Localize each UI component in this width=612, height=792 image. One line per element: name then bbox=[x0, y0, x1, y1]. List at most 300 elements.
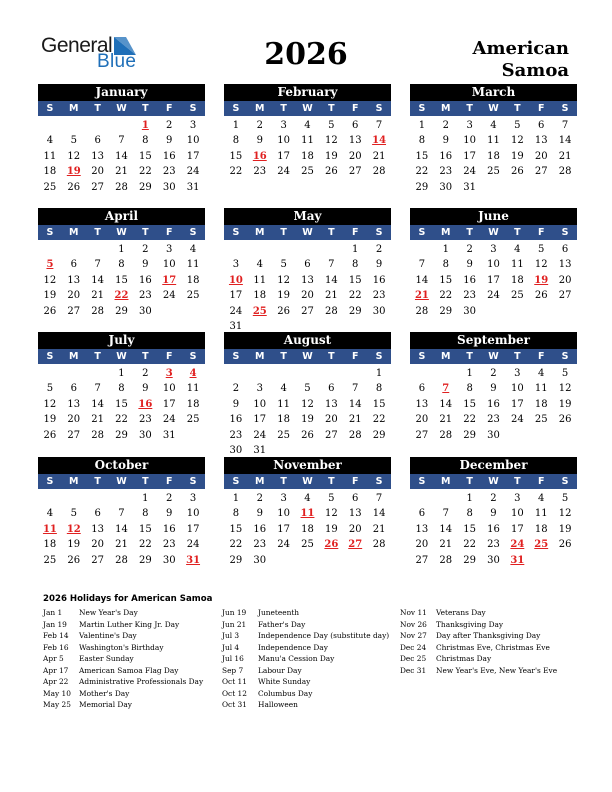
holiday-name: Christmas Eve, Christmas Eve bbox=[436, 642, 550, 652]
day-cell: 30 bbox=[229, 444, 243, 456]
day-cell: 27 bbox=[348, 166, 362, 178]
day-cell: 9 bbox=[490, 383, 497, 395]
empty-day-cell bbox=[62, 242, 86, 257]
day-cell: 20 bbox=[348, 150, 362, 162]
weekday-label: S bbox=[189, 476, 197, 487]
day-cell: 15 bbox=[463, 398, 476, 410]
weekday-label: S bbox=[46, 476, 54, 487]
empty-day-cell bbox=[38, 118, 62, 133]
day-cell: 4 bbox=[538, 493, 545, 504]
day-cell: 30 bbox=[162, 181, 176, 193]
day-cell: 3 bbox=[514, 368, 521, 379]
empty-day-cell bbox=[343, 366, 367, 381]
day-cell: 15 bbox=[138, 150, 152, 162]
holiday-day-cell: 11 bbox=[42, 523, 57, 535]
day-cell: 13 bbox=[301, 274, 314, 286]
day-cell: 26 bbox=[324, 166, 338, 178]
day-cell: 21 bbox=[558, 150, 572, 162]
day-cell: 30 bbox=[138, 429, 152, 441]
day-cell: 23 bbox=[487, 539, 500, 551]
day-cell: 27 bbox=[91, 554, 104, 566]
day-cell: 4 bbox=[280, 383, 287, 395]
day-cell: 8 bbox=[418, 135, 426, 147]
day-cell: 7 bbox=[442, 508, 449, 520]
day-cell: 1 bbox=[466, 493, 473, 504]
day-cell: 1 bbox=[466, 368, 473, 379]
empty-day-cell bbox=[434, 366, 458, 381]
holiday-day-cell: 27 bbox=[348, 539, 363, 551]
day-cell: 10 bbox=[186, 135, 200, 147]
day-cell: 26 bbox=[558, 539, 572, 551]
weekday-label: S bbox=[232, 351, 240, 362]
day-cell: 3 bbox=[166, 244, 173, 255]
day-cell: 25 bbox=[534, 414, 548, 426]
day-cell: 28 bbox=[91, 305, 104, 317]
day-cell: 13 bbox=[348, 508, 362, 520]
day-cell: 22 bbox=[463, 539, 476, 551]
day-cell: 20 bbox=[91, 539, 104, 551]
holiday-date: Jul 3 bbox=[222, 631, 240, 641]
weekday-label: S bbox=[46, 227, 54, 238]
weekday-label: S bbox=[375, 476, 383, 487]
holiday-row bbox=[43, 653, 203, 665]
day-cell: 18 bbox=[253, 290, 267, 302]
day-cell: 10 bbox=[253, 398, 267, 410]
day-cell: 17 bbox=[487, 274, 500, 286]
weekday-label: S bbox=[375, 103, 383, 114]
day-cell: 10 bbox=[487, 259, 500, 271]
day-cell: 8 bbox=[442, 259, 449, 271]
month-title: January bbox=[38, 84, 205, 101]
day-cell: 30 bbox=[162, 554, 176, 566]
day-grid bbox=[410, 366, 577, 443]
day-cell: 15 bbox=[415, 150, 429, 162]
weekday-label: M bbox=[255, 103, 265, 114]
day-cell: 16 bbox=[487, 398, 500, 410]
day-cell: 18 bbox=[534, 398, 548, 410]
day-cell: 3 bbox=[280, 120, 287, 131]
day-cell: 29 bbox=[229, 554, 243, 566]
day-cell: 31 bbox=[186, 181, 200, 193]
weekday-label: W bbox=[302, 103, 313, 114]
day-cell: 9 bbox=[232, 398, 240, 410]
empty-day-cell bbox=[319, 366, 343, 381]
day-cell: 11 bbox=[534, 383, 548, 395]
day-cell: 15 bbox=[115, 398, 128, 410]
holiday-day-cell: 1 bbox=[141, 120, 149, 131]
day-cell: 20 bbox=[415, 414, 429, 426]
holiday-day-cell: 5 bbox=[46, 259, 54, 271]
day-cell: 21 bbox=[91, 414, 104, 426]
country-name-line: American bbox=[472, 38, 569, 59]
weekday-label: W bbox=[488, 103, 499, 114]
weekday-label: W bbox=[302, 351, 313, 362]
weekday-label: S bbox=[375, 351, 383, 362]
day-cell: 25 bbox=[510, 290, 524, 302]
weekday-label: T bbox=[328, 227, 335, 238]
day-cell: 2 bbox=[466, 244, 473, 255]
weekday-label: M bbox=[255, 351, 265, 362]
weekday-label: S bbox=[46, 103, 54, 114]
day-grid bbox=[38, 366, 205, 443]
day-cell: 15 bbox=[439, 274, 453, 286]
weekday-label: M bbox=[255, 476, 265, 487]
holiday-row bbox=[43, 619, 203, 631]
holiday-day-cell: 11 bbox=[300, 508, 315, 520]
day-cell: 6 bbox=[70, 259, 77, 271]
day-cell: 9 bbox=[466, 259, 473, 271]
weekday-label: W bbox=[488, 227, 499, 238]
weekday-label: T bbox=[328, 103, 335, 114]
weekday-label: S bbox=[561, 351, 569, 362]
day-cell: 6 bbox=[352, 120, 359, 131]
day-cell: 17 bbox=[277, 523, 290, 535]
day-cell: 1 bbox=[142, 493, 149, 504]
day-cell: 16 bbox=[487, 523, 500, 535]
empty-day-cell bbox=[272, 366, 296, 381]
holiday-name: Father's Day bbox=[258, 619, 306, 629]
weekday-label: F bbox=[537, 476, 545, 487]
day-cell: 19 bbox=[277, 290, 290, 302]
day-cell: 22 bbox=[415, 166, 429, 178]
weekday-label: F bbox=[351, 103, 359, 114]
day-cell: 5 bbox=[46, 383, 54, 395]
weekday-label: F bbox=[165, 476, 173, 487]
holiday-row bbox=[222, 630, 389, 642]
holiday-name: Independence Day (substitute day) bbox=[258, 631, 390, 641]
day-cell: 8 bbox=[466, 383, 473, 395]
holiday-date: Apr 17 bbox=[43, 665, 69, 675]
weekday-label: T bbox=[466, 103, 473, 114]
day-cell: 15 bbox=[463, 523, 476, 535]
day-cell: 21 bbox=[348, 414, 362, 426]
day-cell: 30 bbox=[439, 181, 453, 193]
weekday-label: T bbox=[280, 227, 287, 238]
day-cell: 8 bbox=[118, 383, 125, 395]
weekday-header bbox=[224, 474, 391, 489]
day-cell: 25 bbox=[43, 554, 57, 566]
day-cell: 2 bbox=[142, 244, 149, 255]
weekday-label: T bbox=[514, 103, 521, 114]
day-cell: 2 bbox=[166, 493, 173, 504]
day-cell: 2 bbox=[142, 368, 149, 379]
day-cell: 28 bbox=[348, 429, 362, 441]
day-cell: 18 bbox=[510, 274, 524, 286]
weekday-label: W bbox=[488, 476, 499, 487]
day-cell: 9 bbox=[490, 508, 497, 520]
month-july bbox=[38, 332, 205, 443]
day-cell: 8 bbox=[232, 508, 240, 520]
weekday-header bbox=[38, 349, 205, 364]
day-cell: 20 bbox=[348, 523, 362, 535]
holiday-row bbox=[43, 699, 203, 711]
empty-day-cell bbox=[62, 118, 86, 133]
day-cell: 18 bbox=[186, 398, 200, 410]
weekday-label: S bbox=[189, 227, 197, 238]
day-cell: 3 bbox=[189, 493, 197, 504]
day-cell: 14 bbox=[115, 150, 128, 162]
day-cell: 13 bbox=[534, 135, 548, 147]
holiday-day-cell: 16 bbox=[138, 398, 153, 410]
day-cell: 25 bbox=[277, 429, 290, 441]
holiday-day-cell: 4 bbox=[189, 368, 197, 379]
holiday-date: Oct 12 bbox=[222, 688, 247, 698]
weekday-label: M bbox=[441, 227, 451, 238]
day-cell: 3 bbox=[189, 120, 197, 131]
day-cell: 23 bbox=[253, 166, 267, 178]
month-title: April bbox=[38, 208, 205, 225]
day-cell: 11 bbox=[253, 274, 267, 286]
holiday-date: Apr 22 bbox=[43, 677, 69, 687]
month-title: March bbox=[410, 84, 577, 101]
empty-day-cell bbox=[38, 491, 62, 506]
day-cell: 4 bbox=[46, 508, 54, 520]
day-cell: 26 bbox=[534, 290, 548, 302]
day-cell: 4 bbox=[46, 135, 54, 147]
holiday-row bbox=[222, 607, 389, 619]
day-cell: 17 bbox=[510, 523, 524, 535]
weekday-label: F bbox=[351, 351, 359, 362]
holiday-column bbox=[43, 607, 203, 711]
day-cell: 17 bbox=[186, 523, 200, 535]
day-cell: 7 bbox=[352, 383, 359, 395]
day-cell: 29 bbox=[138, 554, 152, 566]
weekday-label: M bbox=[441, 103, 451, 114]
month-title: October bbox=[38, 457, 205, 474]
day-cell: 2 bbox=[166, 120, 173, 131]
holiday-day-cell: 7 bbox=[442, 383, 450, 395]
weekday-label: M bbox=[69, 351, 79, 362]
empty-day-cell bbox=[86, 118, 110, 133]
holiday-day-cell: 12 bbox=[66, 523, 81, 535]
holiday-name: Administrative Professionals Day bbox=[79, 677, 204, 687]
day-cell: 13 bbox=[348, 135, 362, 147]
day-cell: 16 bbox=[138, 274, 152, 286]
holiday-date: Jun 21 bbox=[222, 619, 247, 629]
holiday-day-cell: 16 bbox=[252, 150, 267, 162]
day-cell: 21 bbox=[372, 523, 386, 535]
holiday-name: Easter Sunday bbox=[79, 654, 134, 664]
day-cell: 11 bbox=[487, 135, 500, 147]
weekday-label: S bbox=[232, 476, 240, 487]
holiday-name: Juneteenth bbox=[258, 608, 300, 617]
day-cell: 17 bbox=[253, 414, 267, 426]
day-grid bbox=[410, 491, 577, 568]
holiday-name: Washington's Birthday bbox=[79, 642, 164, 652]
day-cell: 11 bbox=[186, 259, 200, 271]
day-cell: 18 bbox=[277, 414, 290, 426]
weekday-label: T bbox=[142, 227, 149, 238]
weekday-label: M bbox=[69, 103, 79, 114]
day-cell: 10 bbox=[162, 259, 176, 271]
day-cell: 2 bbox=[232, 383, 240, 395]
day-cell: 6 bbox=[328, 383, 335, 395]
weekday-label: T bbox=[94, 351, 101, 362]
day-cell: 13 bbox=[67, 274, 81, 286]
day-cell: 25 bbox=[301, 166, 314, 178]
day-cell: 14 bbox=[558, 135, 572, 147]
day-cell: 24 bbox=[229, 305, 243, 317]
day-cell: 23 bbox=[138, 414, 152, 426]
day-cell: 29 bbox=[415, 181, 429, 193]
day-cell: 4 bbox=[256, 259, 263, 271]
weekday-header bbox=[410, 225, 577, 240]
day-cell: 20 bbox=[324, 414, 338, 426]
weekday-label: S bbox=[375, 227, 383, 238]
weekday-label: T bbox=[328, 476, 335, 487]
day-cell: 17 bbox=[229, 290, 243, 302]
day-cell: 9 bbox=[166, 135, 173, 147]
holiday-row bbox=[222, 676, 389, 688]
day-cell: 23 bbox=[372, 290, 386, 302]
day-cell: 10 bbox=[510, 508, 524, 520]
day-cell: 18 bbox=[186, 274, 200, 286]
holiday-date: Jan 1 bbox=[43, 608, 63, 617]
day-cell: 18 bbox=[301, 523, 314, 535]
day-cell: 14 bbox=[439, 523, 453, 535]
day-cell: 7 bbox=[561, 120, 569, 131]
empty-day-cell bbox=[434, 491, 458, 506]
holiday-day-cell: 21 bbox=[414, 290, 429, 302]
day-cell: 27 bbox=[324, 429, 338, 441]
day-cell: 22 bbox=[229, 166, 243, 178]
day-cell: 17 bbox=[510, 398, 524, 410]
day-cell: 14 bbox=[348, 398, 362, 410]
day-cell: 2 bbox=[256, 120, 263, 131]
day-cell: 27 bbox=[415, 429, 429, 441]
empty-day-cell bbox=[410, 491, 434, 506]
month-december bbox=[410, 457, 577, 568]
day-cell: 20 bbox=[415, 539, 429, 551]
day-cell: 23 bbox=[229, 429, 243, 441]
day-cell: 3 bbox=[466, 120, 473, 131]
weekday-label: F bbox=[165, 351, 173, 362]
day-cell: 31 bbox=[463, 181, 476, 193]
day-cell: 8 bbox=[375, 383, 383, 395]
day-cell: 21 bbox=[372, 150, 386, 162]
weekday-label: T bbox=[466, 227, 473, 238]
day-cell: 26 bbox=[67, 181, 81, 193]
day-cell: 23 bbox=[138, 290, 152, 302]
day-cell: 5 bbox=[538, 244, 545, 255]
day-cell: 19 bbox=[43, 414, 57, 426]
day-cell: 16 bbox=[162, 150, 176, 162]
day-cell: 2 bbox=[490, 493, 497, 504]
month-november bbox=[224, 457, 391, 568]
weekday-label: S bbox=[561, 476, 569, 487]
month-september bbox=[410, 332, 577, 443]
empty-day-cell bbox=[62, 366, 86, 381]
day-cell: 16 bbox=[372, 274, 386, 286]
weekday-label: W bbox=[116, 351, 127, 362]
weekday-label: S bbox=[418, 476, 426, 487]
day-cell: 29 bbox=[463, 429, 476, 441]
weekday-label: F bbox=[165, 103, 173, 114]
holiday-row bbox=[222, 688, 389, 700]
empty-day-cell bbox=[62, 491, 86, 506]
holiday-row bbox=[43, 642, 203, 654]
day-cell: 25 bbox=[186, 290, 200, 302]
weekday-label: T bbox=[94, 103, 101, 114]
day-cell: 29 bbox=[463, 554, 476, 566]
day-cell: 15 bbox=[229, 523, 243, 535]
holiday-row bbox=[400, 630, 557, 642]
day-grid bbox=[410, 118, 577, 195]
day-grid bbox=[38, 491, 205, 568]
day-cell: 27 bbox=[301, 305, 314, 317]
day-cell: 20 bbox=[67, 414, 81, 426]
day-cell: 20 bbox=[301, 290, 314, 302]
holiday-name: Mother's Day bbox=[79, 688, 130, 698]
day-cell: 26 bbox=[67, 554, 81, 566]
day-cell: 12 bbox=[301, 398, 314, 410]
day-cell: 3 bbox=[256, 383, 263, 395]
weekday-label: F bbox=[165, 227, 173, 238]
holiday-row bbox=[43, 665, 203, 677]
day-cell: 1 bbox=[118, 244, 125, 255]
weekday-label: T bbox=[142, 476, 149, 487]
month-october bbox=[38, 457, 205, 568]
day-cell: 28 bbox=[558, 166, 572, 178]
holiday-name: New Year's Day bbox=[79, 608, 138, 617]
empty-day-cell bbox=[38, 242, 62, 257]
holiday-name: Columbus Day bbox=[258, 688, 313, 698]
day-cell: 10 bbox=[162, 383, 176, 395]
day-cell: 16 bbox=[162, 523, 176, 535]
holiday-row bbox=[400, 665, 557, 677]
holiday-name: Labour Day bbox=[258, 665, 302, 675]
weekday-label: F bbox=[537, 103, 545, 114]
day-cell: 25 bbox=[43, 181, 57, 193]
holiday-day-cell: 10 bbox=[228, 274, 243, 286]
holiday-name: Day after Thanksgiving Day bbox=[436, 631, 541, 641]
day-cell: 30 bbox=[138, 305, 152, 317]
weekday-label: T bbox=[280, 351, 287, 362]
holiday-row bbox=[400, 607, 557, 619]
empty-day-cell bbox=[296, 366, 320, 381]
weekday-label: S bbox=[232, 103, 240, 114]
weekday-label: M bbox=[69, 227, 79, 238]
day-cell: 30 bbox=[463, 305, 476, 317]
weekday-header bbox=[38, 101, 205, 116]
month-title: July bbox=[38, 332, 205, 349]
day-grid bbox=[224, 366, 391, 458]
day-cell: 17 bbox=[463, 150, 476, 162]
day-cell: 18 bbox=[301, 150, 314, 162]
day-cell: 29 bbox=[439, 305, 453, 317]
day-cell: 24 bbox=[277, 539, 290, 551]
day-cell: 12 bbox=[558, 508, 572, 520]
day-cell: 18 bbox=[487, 150, 500, 162]
day-cell: 6 bbox=[70, 383, 77, 395]
holiday-row bbox=[222, 619, 389, 631]
day-cell: 1 bbox=[232, 120, 240, 131]
weekday-label: T bbox=[142, 351, 149, 362]
day-grid bbox=[224, 491, 391, 568]
weekday-label: S bbox=[46, 351, 54, 362]
day-cell: 22 bbox=[463, 414, 476, 426]
empty-day-cell bbox=[224, 242, 248, 257]
day-cell: 23 bbox=[439, 166, 453, 178]
holiday-date: Feb 14 bbox=[43, 631, 69, 641]
weekday-label: T bbox=[466, 351, 473, 362]
weekday-label: S bbox=[189, 103, 197, 114]
day-cell: 30 bbox=[372, 305, 386, 317]
holiday-date: May 10 bbox=[43, 688, 71, 698]
month-march bbox=[410, 84, 577, 195]
holiday-date: Sep 7 bbox=[222, 665, 244, 675]
day-cell: 9 bbox=[142, 383, 149, 395]
